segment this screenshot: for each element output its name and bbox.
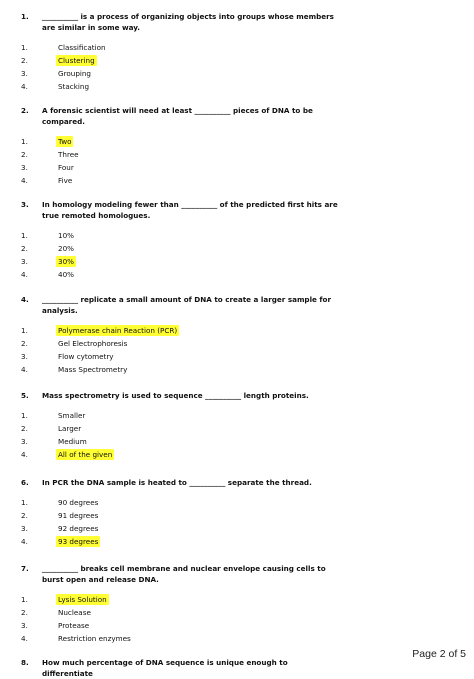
question-number: 4. <box>21 295 29 304</box>
option-item <box>21 619 341 632</box>
option-text: Grouping <box>58 69 91 78</box>
option-item <box>21 41 341 54</box>
option-number: 1. <box>21 498 28 507</box>
option-number: 4. <box>21 634 28 643</box>
question-6 <box>21 477 341 548</box>
option-text: Stacking <box>58 82 90 91</box>
option-text: Classification <box>58 43 106 52</box>
option-text: Larger <box>58 424 82 433</box>
question-text <box>21 294 341 316</box>
option-item <box>21 509 341 522</box>
option-number: 3. <box>21 524 28 533</box>
question-text <box>21 105 341 127</box>
option-number: 2. <box>21 339 28 348</box>
option-number: 2. <box>21 424 28 433</box>
option-number: 1. <box>21 595 28 604</box>
option-list <box>21 41 341 93</box>
option-number: 3. <box>21 257 28 266</box>
highlighted-answer: Two <box>58 137 72 146</box>
option-item <box>21 324 341 337</box>
option-item <box>21 268 341 281</box>
option-number: 4. <box>21 270 28 279</box>
question-text <box>21 11 341 33</box>
option-text: 40% <box>58 270 74 279</box>
option-text: 90 degrees <box>58 498 99 507</box>
question-1 <box>21 11 341 93</box>
question-stem: How much percentage of DNA sequence is unique enough to differentiate <box>42 658 288 678</box>
option-text: Four <box>58 163 74 172</box>
option-number: 4. <box>21 450 28 459</box>
option-number: 1. <box>21 326 28 335</box>
highlighted-answer: 30% <box>58 257 74 266</box>
option-text: Medium <box>58 437 87 446</box>
question-stem: Mass spectrometry is used to sequence __________ length proteins. <box>42 391 309 400</box>
option-item <box>21 435 341 448</box>
option-number: 2. <box>21 511 28 520</box>
question-stem: A forensic scientist will need at least __________ pieces of DNA to be compared. <box>42 106 313 126</box>
highlighted-answer: Clustering <box>58 56 95 65</box>
option-text: 92 degrees <box>58 524 99 533</box>
question-stem: __________ is a process of organizing objects into groups whose members are similar in some way. <box>42 12 334 32</box>
option-text: Nuclease <box>58 608 91 617</box>
highlighted-answer: Polymerase chain Reaction (PCR) <box>58 326 178 335</box>
option-item <box>21 242 341 255</box>
question-stem: In homology modeling fewer than __________ of the predicted first hits are true remoted homologues. <box>42 200 338 220</box>
option-item <box>21 606 341 619</box>
option-list <box>21 229 341 281</box>
highlighted-answer: Lysis Solution <box>58 595 107 604</box>
option-item <box>21 350 341 363</box>
option-number: 1. <box>21 411 28 420</box>
option-item <box>21 496 341 509</box>
option-item <box>21 363 341 376</box>
option-number: 1. <box>21 137 28 146</box>
option-text: 91 degrees <box>58 511 99 520</box>
option-list <box>21 593 341 645</box>
question-text <box>21 563 341 585</box>
highlighted-answer: All of the given <box>58 450 113 459</box>
option-item <box>21 409 341 422</box>
option-item <box>21 422 341 435</box>
option-number: 2. <box>21 56 28 65</box>
option-number: 4. <box>21 365 28 374</box>
question-text <box>21 657 341 679</box>
question-number: 7. <box>21 564 29 573</box>
option-item <box>21 632 341 645</box>
question-2 <box>21 105 341 187</box>
option-number: 1. <box>21 43 28 52</box>
question-stem: __________ breaks cell membrane and nuclear envelope causing cells to burst open and release DNA. <box>42 564 326 584</box>
option-item <box>21 135 341 148</box>
option-text: Three <box>58 150 79 159</box>
question-4 <box>21 294 341 376</box>
option-text: Five <box>58 176 73 185</box>
page-number: Page 2 of 5 <box>412 648 466 660</box>
option-item <box>21 54 341 67</box>
option-item <box>21 161 341 174</box>
option-number: 3. <box>21 437 28 446</box>
option-item <box>21 229 341 242</box>
question-stem: __________ replicate a small amount of DNA to create a larger sample for analysis. <box>42 295 332 315</box>
option-text: Restriction enzymes <box>58 634 131 643</box>
option-text: 20% <box>58 244 74 253</box>
option-list <box>21 409 341 461</box>
question-5 <box>21 390 341 461</box>
option-list <box>21 496 341 548</box>
option-number: 1. <box>21 231 28 240</box>
option-text: Mass Spectrometry <box>58 365 128 374</box>
option-item <box>21 535 341 548</box>
option-item <box>21 255 341 268</box>
option-item <box>21 80 341 93</box>
option-item <box>21 337 341 350</box>
question-number: 8. <box>21 658 29 667</box>
question-number: 5. <box>21 391 29 400</box>
option-text: Protease <box>58 621 90 630</box>
question-number: 6. <box>21 478 29 487</box>
option-number: 3. <box>21 69 28 78</box>
option-number: 3. <box>21 352 28 361</box>
question-8 <box>21 657 341 679</box>
option-item <box>21 593 341 606</box>
question-3 <box>21 199 341 281</box>
option-item <box>21 522 341 535</box>
question-stem: In PCR the DNA sample is heated to __________ separate the thread. <box>42 478 312 487</box>
option-text: Flow cytometry <box>58 352 114 361</box>
question-text <box>21 199 341 221</box>
option-number: 4. <box>21 537 28 546</box>
question-number: 1. <box>21 12 29 21</box>
option-number: 4. <box>21 176 28 185</box>
option-number: 2. <box>21 150 28 159</box>
question-number: 2. <box>21 106 29 115</box>
option-item <box>21 448 341 461</box>
option-number: 3. <box>21 163 28 172</box>
question-text <box>21 477 341 488</box>
option-list <box>21 324 341 376</box>
option-item <box>21 148 341 161</box>
option-list <box>21 135 341 187</box>
highlighted-answer: 93 degrees <box>58 537 99 546</box>
question-number: 3. <box>21 200 29 209</box>
option-text: Gel Electrophoresis <box>58 339 128 348</box>
question-text <box>21 390 341 401</box>
option-number: 2. <box>21 244 28 253</box>
option-item <box>21 174 341 187</box>
option-number: 2. <box>21 608 28 617</box>
option-item <box>21 67 341 80</box>
option-number: 4. <box>21 82 28 91</box>
option-text: Smaller <box>58 411 86 420</box>
option-text: 10% <box>58 231 74 240</box>
option-number: 3. <box>21 621 28 630</box>
question-7 <box>21 563 341 645</box>
